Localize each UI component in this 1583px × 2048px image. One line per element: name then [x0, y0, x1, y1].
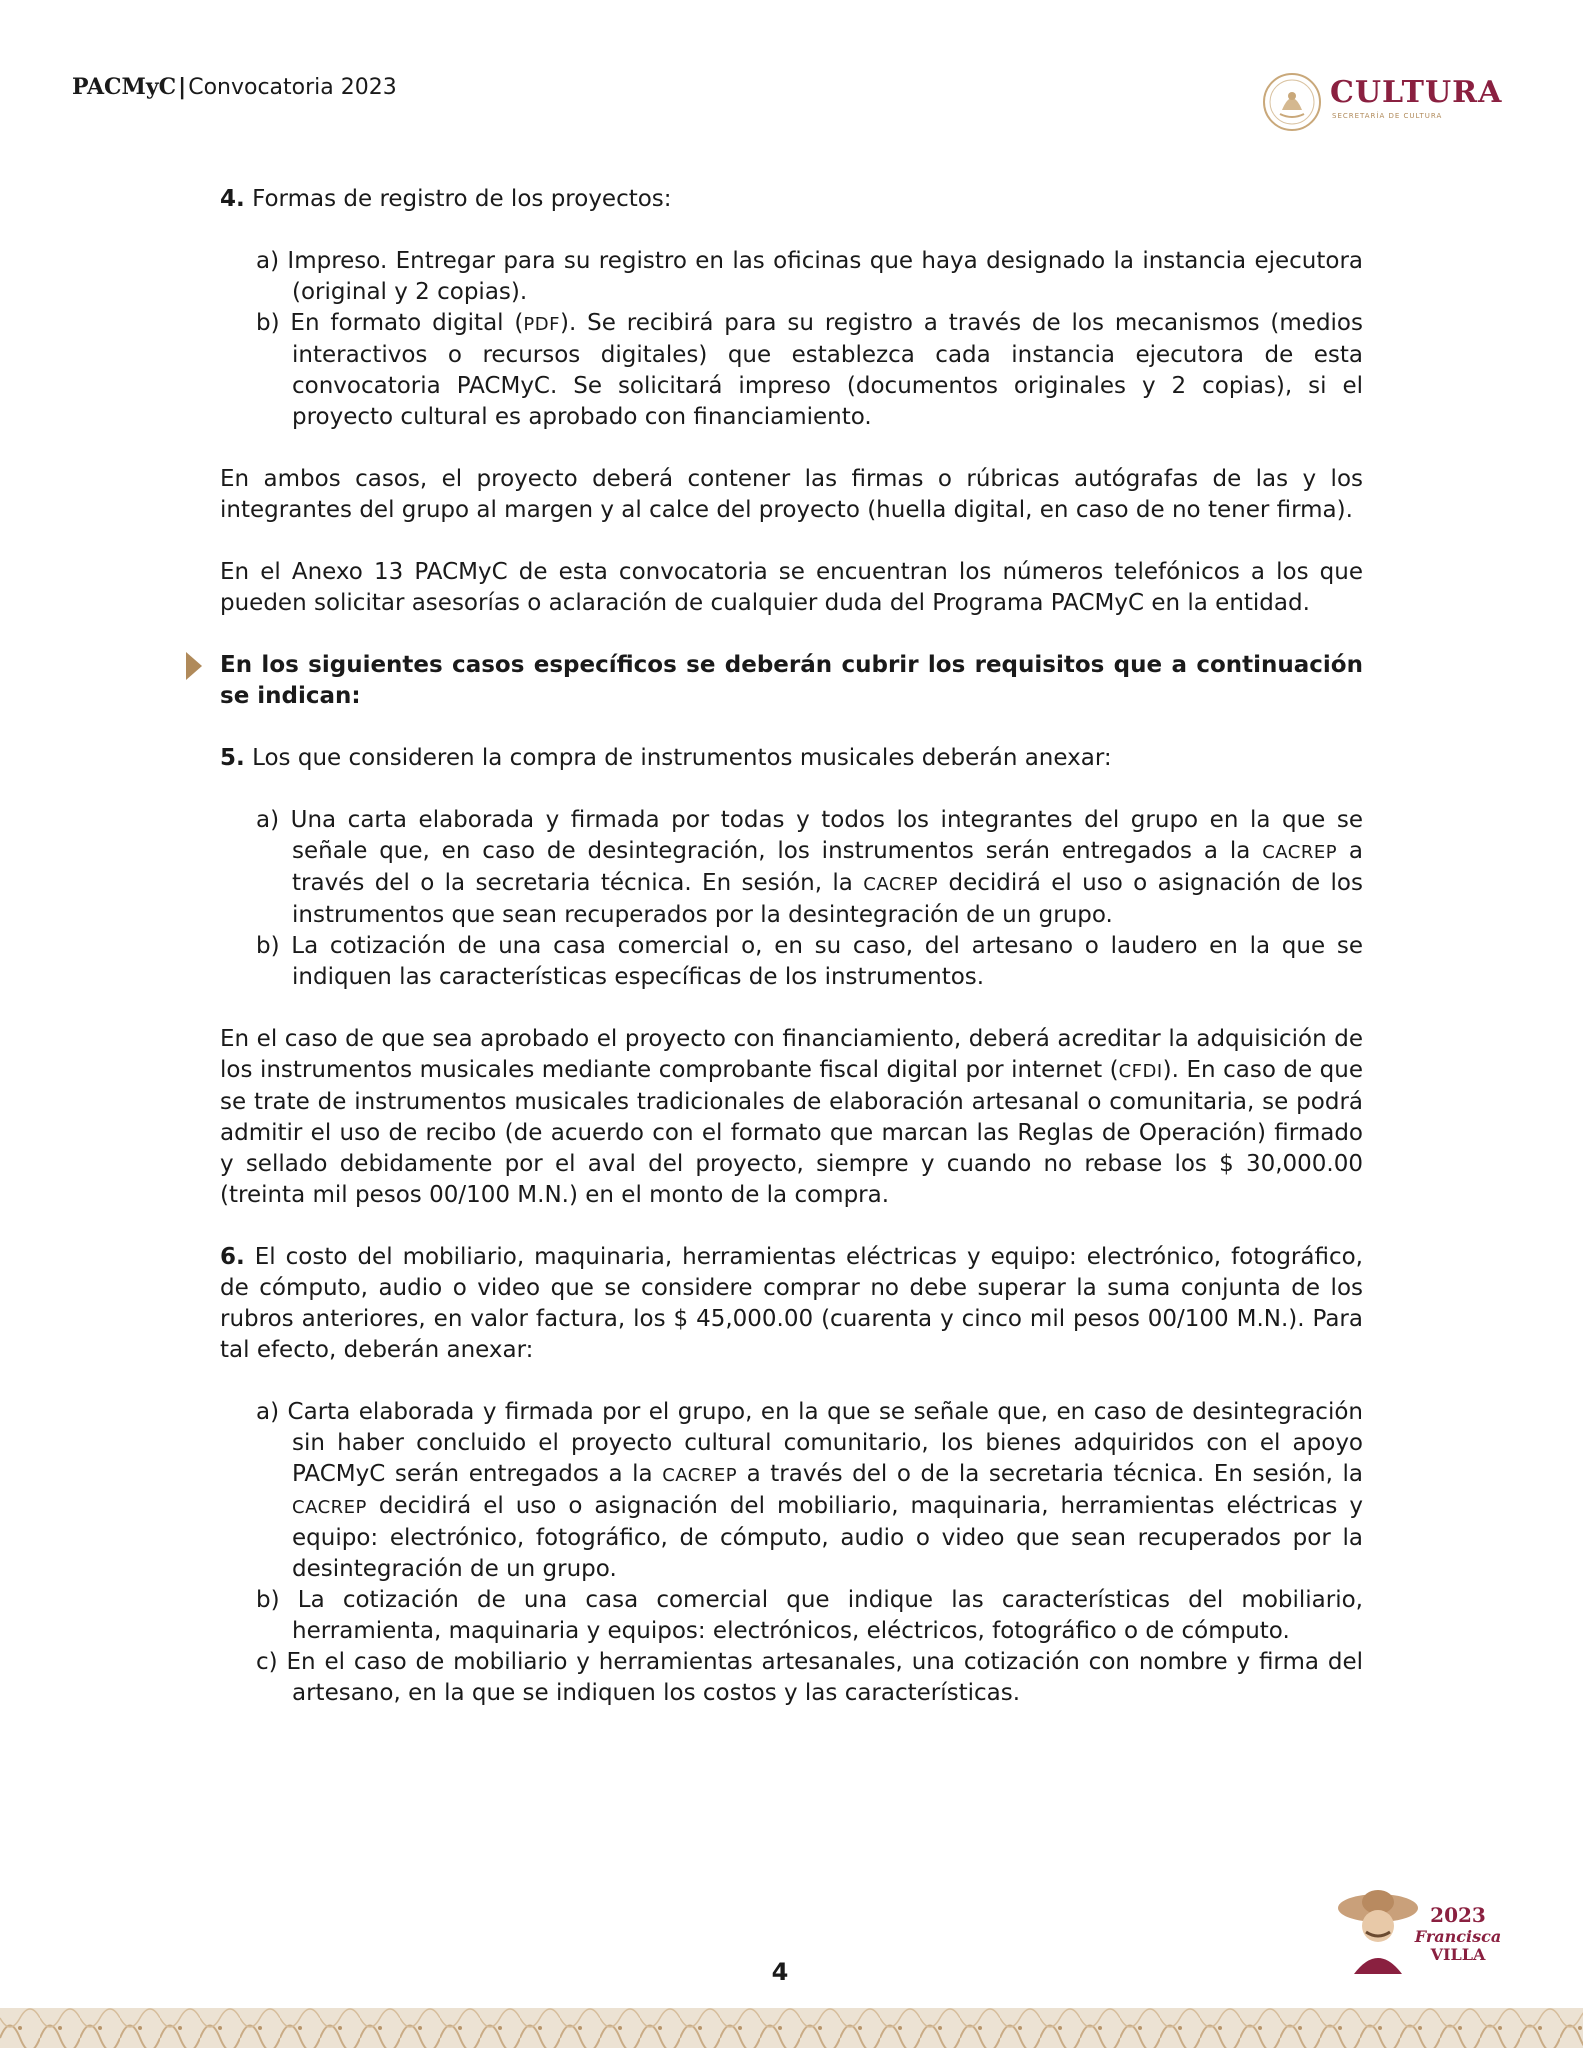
- paragraph-ambos-casos: En ambos casos, el proyecto deberá contener las firmas o rúbricas autógrafas de las y los integrantes del grupo al margen y al calce del proyecto (huella digital, en caso de no tener firma).: [220, 466, 1363, 523]
- document-header: [72, 72, 397, 103]
- page-number: 4: [771, 1958, 789, 1986]
- section-6-item-a-text-1: a) Carta elaborada y firmada por el grupo, en la que se señale que, en caso de desintegración sin haber concluido el proyecto cultural comunitario, los bienes adquiridos con el apoyo PACMyC serán entregados a la: [256, 1399, 1363, 1487]
- paragraph-financiamiento-cfdi: CFDI: [1118, 1061, 1163, 1082]
- section-5-title: Los que consideren la compra de instrumentos musicales deberán anexar:: [252, 745, 1112, 771]
- section-5-heading: [220, 743, 1363, 774]
- triangle-bullet-icon: [186, 652, 202, 680]
- section-6-item-a-text-3: decidirá el uso o asignación del mobiliario, maquinaria, herramientas eléctricas y equipo: electrónico, fotográfico, de cómputo, audio o video que sean recuperados por la desintegración de un grupo.: [292, 1493, 1363, 1582]
- section-5-item-a: [256, 805, 1363, 931]
- section-5-item-a-cacrep-2: CACREP: [863, 874, 939, 895]
- section-5-item-a-text-3: decidirá el uso o asignación de los instrumentos que sean recuperados por la desintegración de un grupo.: [292, 870, 1363, 928]
- villa-logo-name: Francisca: [1414, 1927, 1502, 1946]
- section-4-heading: [220, 184, 1363, 215]
- section-6-item-c: c) En el caso de mobiliario y herramientas artesanales, una cotización con nombre y firma del artesano, en la que se indiquen los costos y las características.: [256, 1649, 1363, 1706]
- header-brand: PACMyC: [72, 74, 177, 100]
- paragraph-financiamiento-text-1: En el caso de que sea aprobado el proyecto con financiamiento, deberá acreditar la adquisición de los instrumentos musicales mediante comprobante fiscal digital por internet (: [220, 1026, 1363, 1083]
- ornamental-border-pattern-icon: [0, 2008, 1583, 2048]
- section-5-item-a-text-1: a) Una carta elaborada y firmada por todas y todos los integrantes del grupo en la que se señale que, en caso de desintegración, los instrumentos serán entregados a la: [256, 807, 1363, 864]
- section-6-text: El costo del mobiliario, maquinaria, herramientas eléctricas y equipo: electrónico, fotográfico, de cómputo, audio o video que se considere comprar no debe superar la suma conjunta de los rubros anteriores, en valor factura, los $ 45,000.00 (cuarenta y cinco mil pesos 00/100 M.N.). Para tal efecto, deberán anexar:: [220, 1244, 1363, 1363]
- section-5-item-b: b) La cotización de una casa comercial o, en su caso, del artesano o laudero en la que se indiquen las características específicas de los instrumentos.: [256, 933, 1363, 990]
- section-5-item-a-text-2: a través del o la secretaria técnica. En sesión, la: [292, 838, 1364, 896]
- section-4-item-b-text-2: ). Se recibirá para su registro a través de los mecanismos (medios interactivos o recursos digitales) que establezca cada instancia ejecutora de esta convocatoria PACMyC. Se solicitará impreso (documentos originales y 2 copias), si el proyecto cultural es aprobado con financiamiento.: [292, 310, 1363, 430]
- section-6-item-a-text-2: a través del o de la secretaria técnica. En sesión, la: [737, 1461, 1363, 1487]
- villa-logo-year: 2023: [1430, 1903, 1486, 1927]
- section-4-item-b-pdf: PDF: [523, 314, 560, 335]
- section-5-list: [256, 805, 1363, 993]
- specific-cases-intro-text: En los siguientes casos específicos se deberán cubrir los requisitos que a continuación se indican:: [220, 652, 1363, 709]
- cultura-logo: [1262, 72, 1512, 132]
- section-6-list: [256, 1397, 1363, 1709]
- header-separator: |: [178, 75, 187, 100]
- paragraph-anexo-13: En el Anexo 13 PACMyC de esta convocatoria se encuentran los números telefónicos a los que pueden solicitar asesorías o aclaración de cualquier duda del Programa PACMyC en la entidad.: [220, 559, 1363, 616]
- section-5-number: 5.: [220, 745, 245, 771]
- section-4-item-b: [256, 308, 1363, 433]
- section-5-item-a-cacrep-1: CACREP: [1262, 842, 1338, 863]
- section-4-item-b-text-1: b) En formato digital (: [256, 310, 524, 336]
- cultura-logo-word: CULTURA: [1330, 75, 1503, 110]
- section-6-item-a-cacrep-2: CACREP: [292, 1497, 367, 1518]
- section-4-list: [256, 246, 1363, 433]
- cultura-logo-subtitle: SECRETARÍA DE CULTURA: [1332, 112, 1443, 120]
- villa-logo-surname: VILLA: [1430, 1945, 1486, 1964]
- paragraph-financiamiento: [220, 1024, 1363, 1211]
- francisco-villa-portrait-logo-icon: [1336, 1886, 1516, 1976]
- section-4-item-a: a) Impreso. Entregar para su registro en las oficinas que haya designado la instancia ejecutora (original y 2 copias).: [256, 248, 1363, 305]
- section-4-title: Formas de registro de los proyectos:: [252, 186, 672, 212]
- section-6-item-a: [256, 1397, 1363, 1585]
- document-body: [220, 184, 1363, 1709]
- specific-cases-intro: [220, 650, 1363, 712]
- section-4-number: 4.: [220, 186, 245, 212]
- section-6-paragraph: [220, 1242, 1363, 1366]
- header-subtitle: Convocatoria 2023: [188, 75, 397, 100]
- mexican-coat-of-arms-seal-icon: [1262, 72, 1322, 132]
- section-6-number: 6.: [220, 1244, 245, 1270]
- section-6-item-a-cacrep-1: CACREP: [662, 1465, 738, 1486]
- paragraph-financiamiento-text-2: ). En caso de que se trate de instrumentos musicales tradicionales de elaboración artesanal o comunitaria, se podrá admitir el uso de recibo (de acuerdo con el formato que marcan las Reglas de Operación) firmado y sellado debidamente por el aval del proyecto, siempre y cuando no rebase los $ 30,000.00 (treinta mil pesos 00/100 M.N.) en el monto de la compra.: [220, 1057, 1363, 1208]
- section-6-item-b: b) La cotización de una casa comercial que indique las características del mobiliario, herramienta, maquinaria y equipos: electrónicos, eléctricos, fotográfico o de cómputo.: [256, 1587, 1363, 1644]
